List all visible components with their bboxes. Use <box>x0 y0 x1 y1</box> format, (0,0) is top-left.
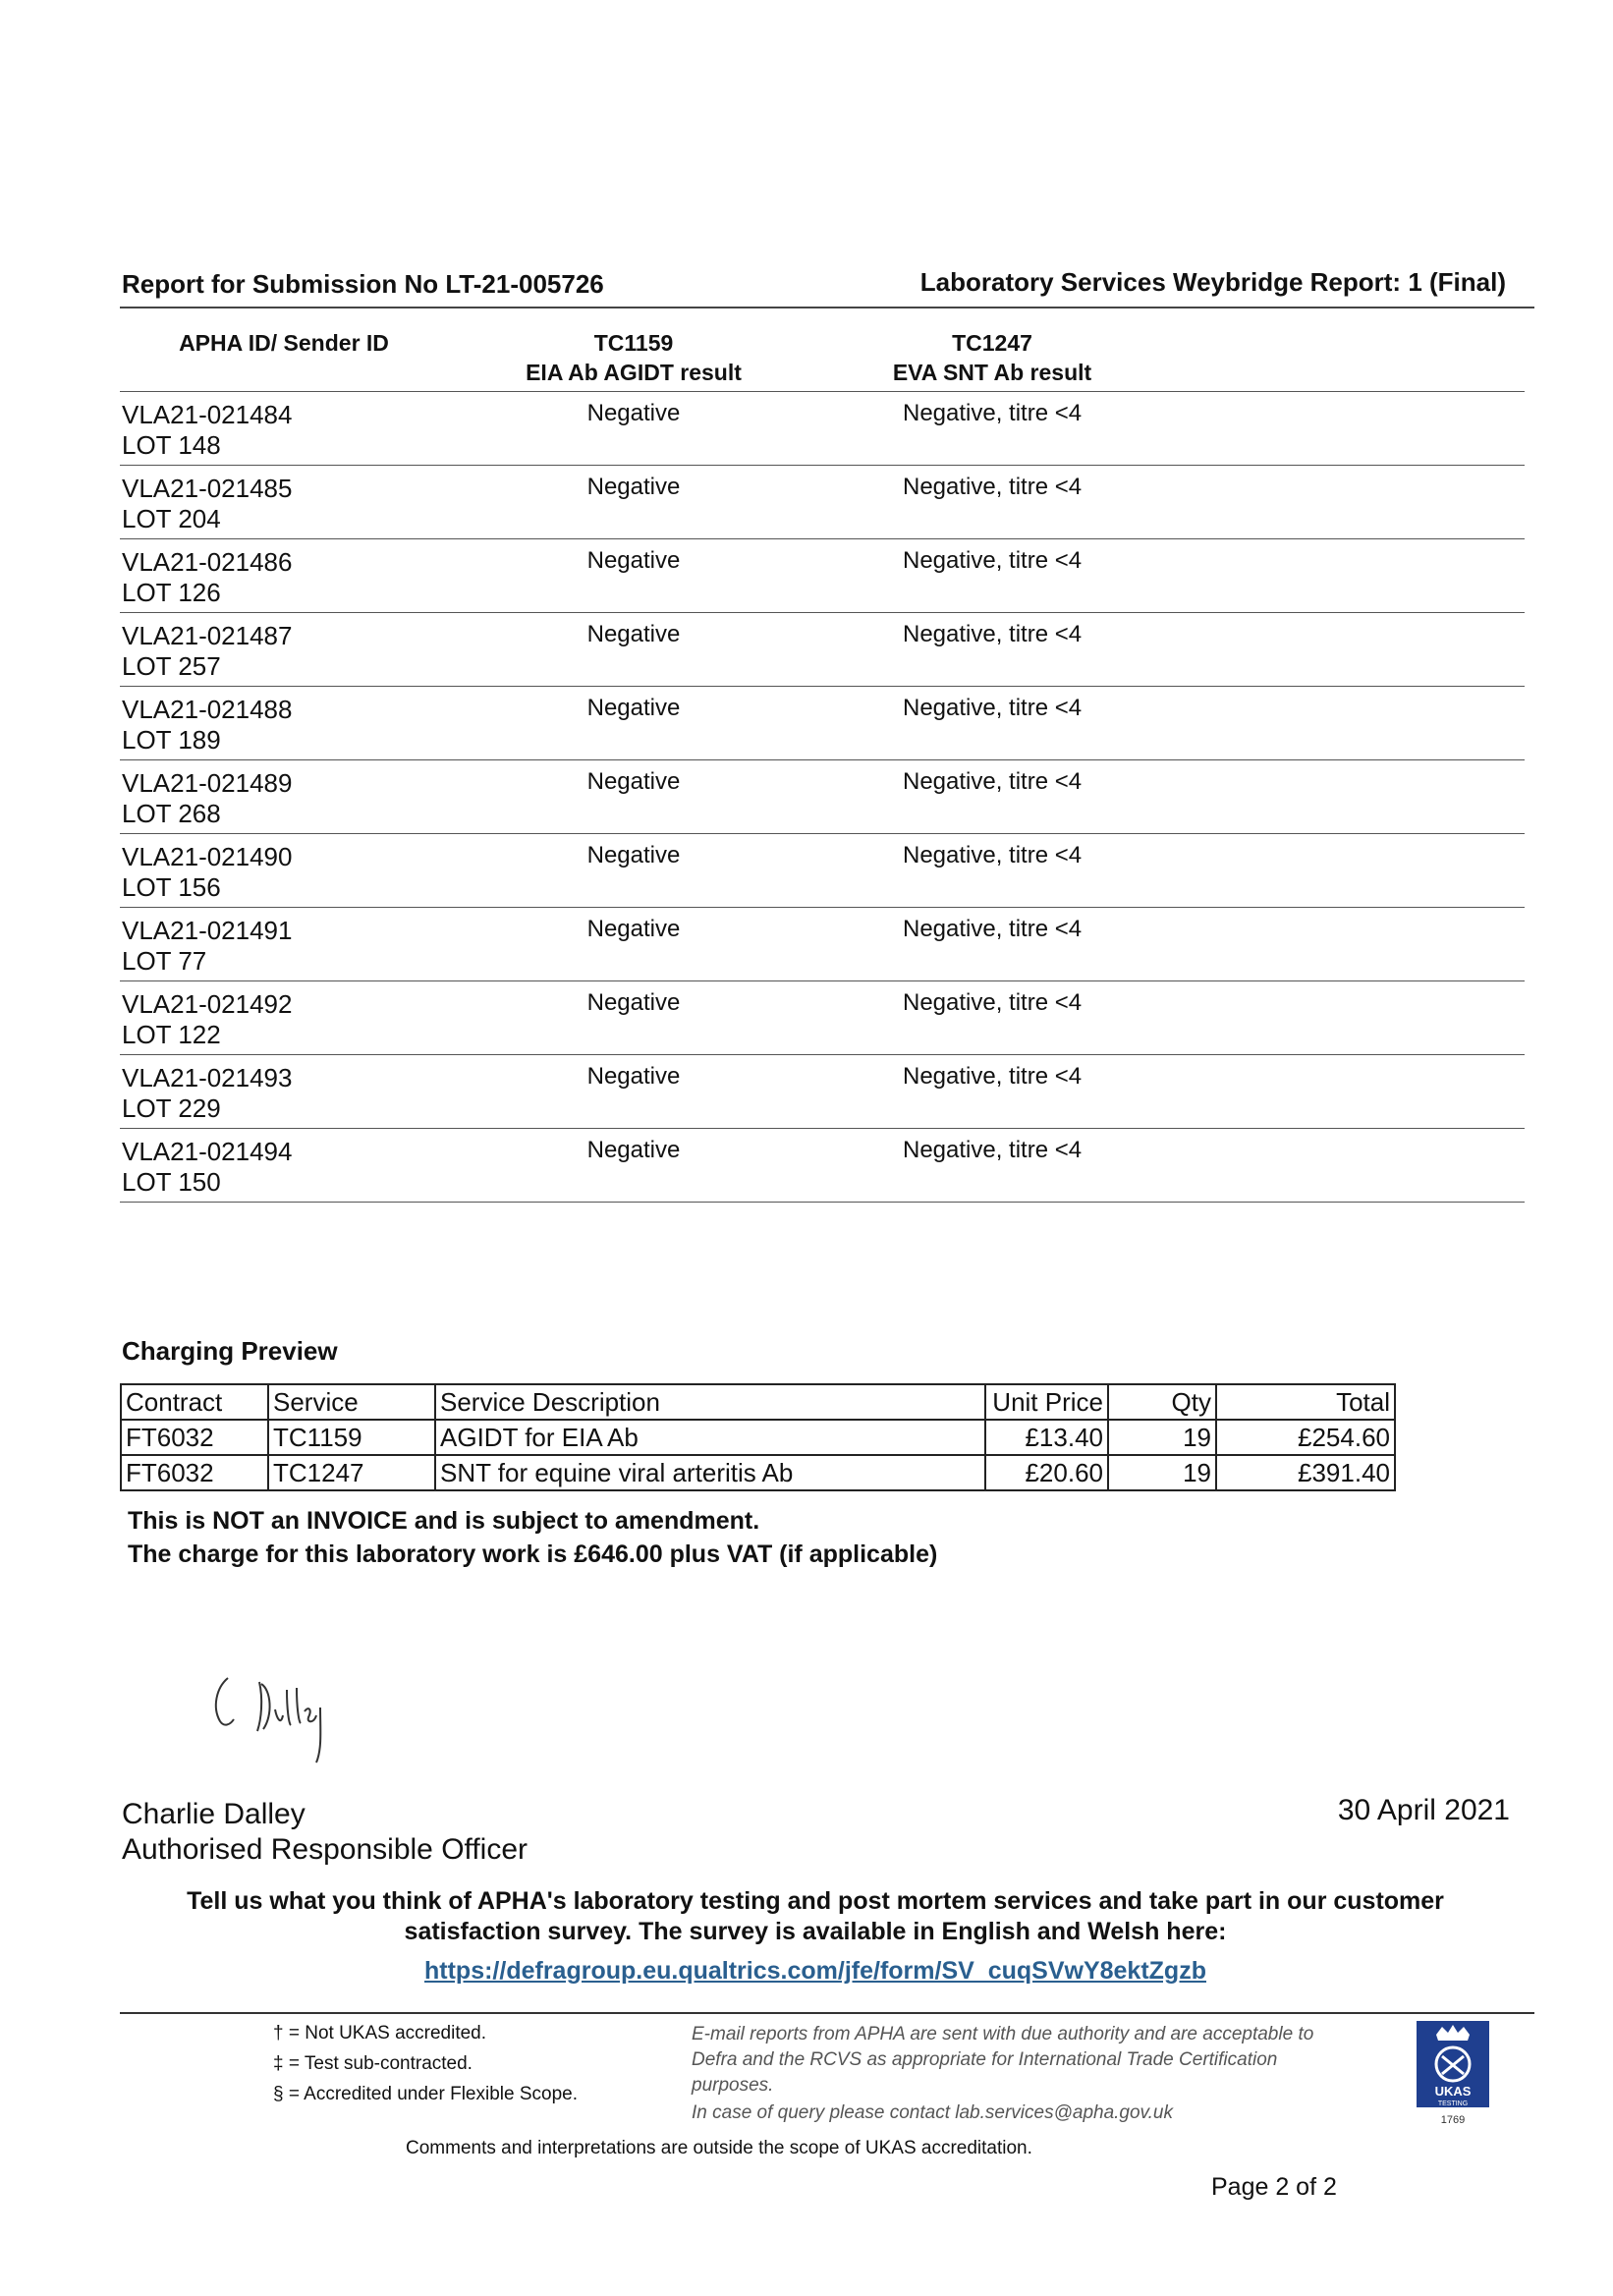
tc1-result: Negative <box>586 1063 681 1090</box>
column-header-tc1247 <box>835 328 1149 387</box>
survey-link[interactable]: https://defragroup.eu.qualtrics.com/jfe/form/SV_cuqSVwY8ektZgzb <box>424 1957 1206 1985</box>
tc1-result: Negative <box>586 916 681 942</box>
charging-header-row <box>121 1384 1395 1420</box>
ukas-label: UKAS <box>1434 2084 1472 2099</box>
tc1-result: Negative <box>586 400 681 426</box>
header-divider <box>120 307 1534 308</box>
accreditation-legend <box>273 2018 578 2109</box>
sample-id: VLA21-021492 <box>122 989 293 1019</box>
legend-flexible-scope: § = Accredited under Flexible Scope. <box>273 2084 578 2104</box>
table-row <box>120 465 1525 538</box>
sample-id-cell <box>122 474 292 534</box>
charge-qty: 19 <box>1108 1420 1216 1455</box>
sample-id: VLA21-021491 <box>122 916 293 945</box>
tc1-result: Negative <box>586 547 681 574</box>
charge-qty: 19 <box>1108 1455 1216 1490</box>
lab-report-title: Laboratory Services Weybridge Report: 1 (Final) <box>919 267 1506 297</box>
signatory-role: Authorised Responsible Officer <box>122 1833 528 1866</box>
column-header-id: APHA ID/ Sender ID <box>179 330 389 356</box>
legend-not-accredited: † = Not UKAS accredited. <box>273 2023 487 2044</box>
report-date: 30 April 2021 <box>1337 1794 1510 1826</box>
header-contract: Contract <box>121 1384 268 1420</box>
sample-lot: LOT 257 <box>122 651 221 681</box>
charge-total: £254.60 <box>1216 1420 1395 1455</box>
charge-contract: FT6032 <box>121 1420 268 1455</box>
table-row <box>120 980 1525 1054</box>
table-row <box>120 1128 1525 1203</box>
tc2-result: Negative, titre <4 <box>903 695 1083 721</box>
sample-id-cell <box>122 989 292 1050</box>
tc1-result: Negative <box>586 768 681 795</box>
survey-line-1: Tell us what you think of APHA's laboratory testing and post mortem services and take part in our customer <box>187 1887 1444 1915</box>
tc2-result: Negative, titre <4 <box>903 768 1083 795</box>
charge-total: £391.40 <box>1216 1455 1395 1490</box>
survey-invitation <box>128 1886 1503 1947</box>
handwritten-signature <box>206 1660 344 1768</box>
table-row <box>120 907 1525 980</box>
report-submission-title: Report for Submission No LT-21-005726 <box>122 269 604 299</box>
charge-unit-price: £20.60 <box>985 1455 1108 1490</box>
ukas-sub-label: TESTING <box>1437 2100 1469 2107</box>
sample-id-cell <box>122 400 292 461</box>
sample-lot: LOT 148 <box>122 430 221 460</box>
charge-description: SNT for equine viral arteritis Ab <box>435 1455 985 1490</box>
column-tc1-code: TC1159 <box>593 330 674 356</box>
sample-id-cell <box>122 916 292 977</box>
tc2-result: Negative, titre <4 <box>903 547 1083 574</box>
charge-service: TC1247 <box>268 1455 435 1490</box>
sample-lot: LOT 189 <box>122 725 221 755</box>
ukas-number: 1769 <box>1440 2114 1466 2126</box>
header-service: Service <box>268 1384 435 1420</box>
tc1-result: Negative <box>586 474 681 500</box>
sample-lot: LOT 77 <box>122 946 207 976</box>
charging-table <box>120 1383 1396 1491</box>
sample-lot: LOT 268 <box>122 799 221 828</box>
signatory-name: Charlie Dalley <box>122 1798 306 1830</box>
charge-unit-price: £13.40 <box>985 1420 1108 1455</box>
column-tc1-name: EIA Ab AGIDT result <box>526 360 742 385</box>
sample-id-cell <box>122 695 292 756</box>
header-qty: Qty <box>1108 1384 1216 1420</box>
tc1-result: Negative <box>586 842 681 868</box>
column-header-tc1159 <box>462 328 806 387</box>
column-tc2-code: TC1247 <box>952 330 1032 356</box>
sample-id: VLA21-021489 <box>122 768 293 798</box>
charging-row <box>121 1455 1395 1490</box>
ukas-logo <box>1415 2019 1491 2126</box>
tc2-result: Negative, titre <4 <box>903 989 1083 1016</box>
query-contact: In case of query please contact lab.services@apha.gov.uk <box>692 2102 1173 2123</box>
sample-id: VLA21-021484 <box>122 400 293 429</box>
charging-row <box>121 1420 1395 1455</box>
table-row <box>120 759 1525 833</box>
header-description: Service Description <box>435 1384 985 1420</box>
sample-lot: LOT 229 <box>122 1093 221 1123</box>
table-row <box>120 833 1525 907</box>
not-invoice-note: This is NOT an INVOICE and is subject to amendment. <box>128 1507 760 1535</box>
table-row <box>120 1054 1525 1128</box>
sample-lot: LOT 156 <box>122 872 221 902</box>
tc1-result: Negative <box>586 695 681 721</box>
tc2-result: Negative, titre <4 <box>903 916 1083 942</box>
tc2-result: Negative, titre <4 <box>903 621 1083 647</box>
sample-id: VLA21-021486 <box>122 547 293 577</box>
charging-preview-title: Charging Preview <box>122 1336 338 1366</box>
column-tc2-name: EVA SNT Ab result <box>892 360 1092 385</box>
tc1-result: Negative <box>586 989 681 1016</box>
header-total: Total <box>1216 1384 1395 1420</box>
sample-lot: LOT 150 <box>122 1167 221 1197</box>
tc2-result: Negative, titre <4 <box>903 1063 1083 1090</box>
charge-description: AGIDT for EIA Ab <box>435 1420 985 1455</box>
ukas-scope-note: Comments and interpretations are outside the scope of UKAS accreditation. <box>406 2138 1032 2158</box>
sample-lot: LOT 122 <box>122 1020 221 1049</box>
tc1-result: Negative <box>586 1137 681 1163</box>
survey-line-2: satisfaction survey. The survey is available in English and Welsh here: <box>404 1918 1227 1945</box>
sample-id: VLA21-021488 <box>122 695 293 724</box>
sample-id: VLA21-021490 <box>122 842 293 871</box>
sample-lot: LOT 204 <box>122 504 221 533</box>
header-unit-price: Unit Price <box>985 1384 1108 1420</box>
table-row <box>120 686 1525 759</box>
charge-contract: FT6032 <box>121 1455 268 1490</box>
legend-subcontracted: ‡ = Test sub-contracted. <box>273 2053 473 2074</box>
table-row <box>120 538 1525 612</box>
sample-id: VLA21-021485 <box>122 474 293 503</box>
tc1-result: Negative <box>586 621 681 647</box>
sample-id: VLA21-021487 <box>122 621 293 650</box>
sample-id: VLA21-021493 <box>122 1063 293 1092</box>
tc2-result: Negative, titre <4 <box>903 474 1083 500</box>
tc2-result: Negative, titre <4 <box>903 400 1083 426</box>
footer-divider <box>120 2012 1534 2014</box>
ukas-crown-icon <box>1415 2019 1491 2109</box>
tc2-result: Negative, titre <4 <box>903 842 1083 868</box>
sample-id-cell <box>122 621 292 682</box>
sample-id-cell <box>122 547 292 608</box>
table-row <box>120 391 1525 465</box>
charge-summary-note: The charge for this laboratory work is £646.00 plus VAT (if applicable) <box>128 1540 938 1568</box>
table-row <box>120 612 1525 686</box>
results-table <box>120 391 1525 1203</box>
sample-id: VLA21-021494 <box>122 1137 293 1166</box>
sample-id-cell <box>122 842 292 903</box>
sample-id-cell <box>122 1063 292 1124</box>
email-disclaimer: E-mail reports from APHA are sent with due authority and are acceptable to Defra and the RCVS as appropriate for International Trade Certification purposes. <box>692 2024 1314 2096</box>
sample-lot: LOT 126 <box>122 578 221 607</box>
charge-service: TC1159 <box>268 1420 435 1455</box>
page-number: Page 2 of 2 <box>1211 2173 1337 2201</box>
sample-id-cell <box>122 768 292 829</box>
tc2-result: Negative, titre <4 <box>903 1137 1083 1163</box>
sample-id-cell <box>122 1137 292 1198</box>
